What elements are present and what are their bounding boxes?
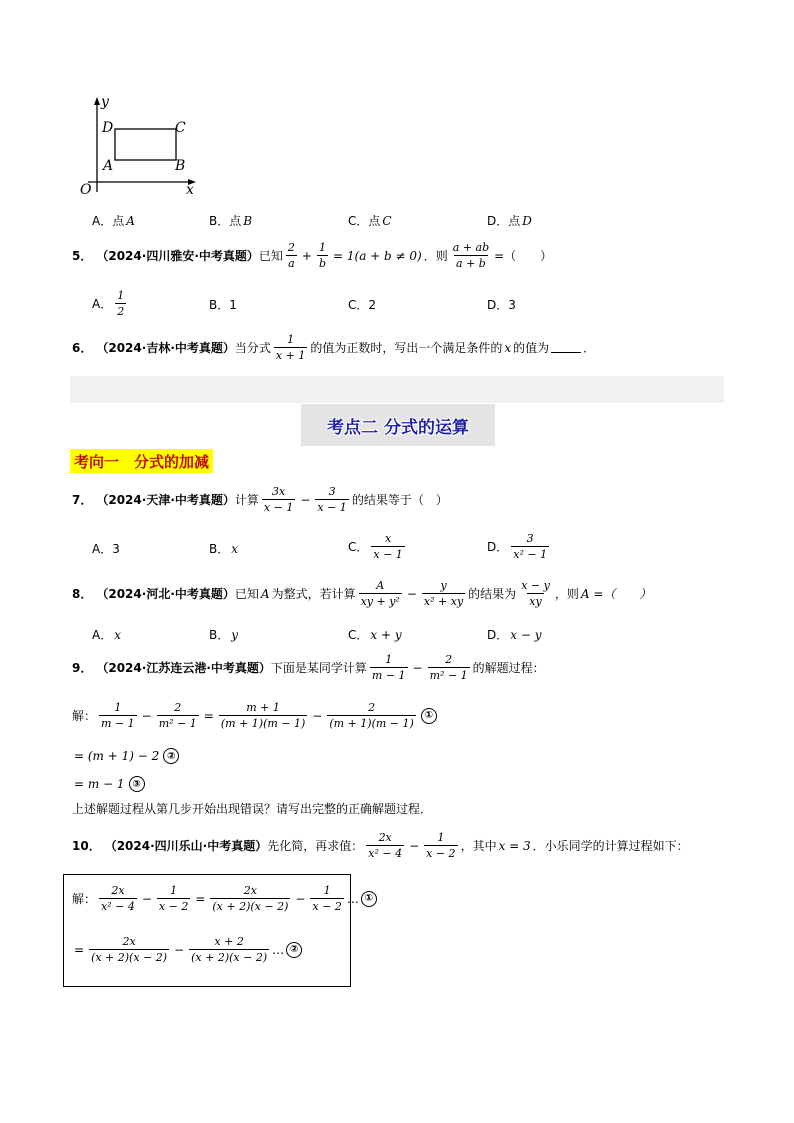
numerator: x + 2 bbox=[214, 935, 244, 948]
q10-box-line-2 bbox=[72, 934, 302, 965]
coordinate-figure bbox=[72, 92, 202, 198]
q5-option-c bbox=[348, 296, 376, 313]
option-letter: B． bbox=[209, 628, 230, 642]
option-value: A bbox=[126, 213, 135, 228]
condition: = 1(a + b ≠ 0) bbox=[333, 248, 422, 263]
question-text: ，则 bbox=[554, 587, 579, 601]
variable: x bbox=[504, 340, 512, 355]
denominator: x − 2 bbox=[426, 847, 456, 860]
numerator: 1 bbox=[323, 884, 331, 897]
denominator: xy bbox=[529, 595, 542, 608]
q8-option-a bbox=[92, 626, 123, 643]
denominator: xy + y² bbox=[360, 595, 400, 608]
denominator: x − 1 bbox=[317, 501, 347, 514]
question-text: 当分式 bbox=[234, 341, 271, 355]
question-number: 6． bbox=[72, 341, 93, 355]
denominator: b bbox=[318, 257, 327, 270]
expression: = (m + 1) − 2 bbox=[74, 749, 160, 763]
fraction bbox=[371, 531, 404, 562]
option-letter: B． bbox=[209, 298, 230, 312]
fraction bbox=[262, 484, 295, 515]
numerator: 2x bbox=[243, 884, 257, 897]
minus-sign: − bbox=[141, 708, 152, 723]
question-text: ．则 bbox=[423, 249, 448, 263]
numerator: 1 bbox=[318, 241, 326, 254]
minus-sign: − bbox=[141, 891, 152, 906]
denominator: x − 1 bbox=[263, 501, 294, 514]
variable: A bbox=[260, 586, 270, 601]
option-letter: A． bbox=[92, 628, 113, 642]
option-letter: A． bbox=[92, 542, 113, 556]
numerator: 2x bbox=[111, 884, 125, 897]
solution-label: 解： bbox=[72, 709, 97, 723]
question-text: 的值为 bbox=[513, 341, 550, 355]
fraction bbox=[317, 240, 328, 271]
denominator: (x + 2)(x − 2) bbox=[212, 900, 289, 913]
fraction bbox=[219, 700, 307, 731]
ellipsis: … bbox=[272, 942, 285, 957]
numerator: 2x bbox=[378, 831, 392, 844]
q4-option-a bbox=[92, 212, 137, 229]
q7-option-c bbox=[348, 531, 408, 562]
question-source: （2024·吉林·中考真题） bbox=[96, 341, 235, 355]
question-source: （2024·江苏连云港·中考真题） bbox=[96, 661, 271, 675]
q7-option-a bbox=[92, 540, 120, 557]
denominator: m − 1 bbox=[371, 669, 406, 682]
question-text: 为整式，若计算 bbox=[271, 587, 356, 601]
denominator: x² − 1 bbox=[513, 548, 548, 561]
y-axis-label: y bbox=[101, 94, 109, 110]
fraction bbox=[519, 578, 552, 609]
q5-option-a bbox=[92, 288, 129, 319]
numerator: a + ab bbox=[452, 241, 490, 254]
expression: = m − 1 bbox=[74, 777, 125, 791]
option-letter: D． bbox=[487, 628, 509, 642]
y-axis-arrow bbox=[94, 97, 100, 105]
option-value: x + y bbox=[370, 627, 402, 642]
plus-sign: + bbox=[301, 248, 312, 263]
option-letter: D． bbox=[487, 298, 509, 312]
denominator: x² − 4 bbox=[101, 900, 135, 913]
question-source: （2024·四川乐山·中考真题） bbox=[104, 839, 268, 853]
fraction bbox=[327, 700, 415, 731]
section-heading: 考点二 分式的运算 bbox=[301, 404, 495, 446]
numerator: 2x bbox=[122, 935, 136, 948]
option-letter: A． bbox=[92, 214, 113, 228]
numerator: m + 1 bbox=[246, 701, 280, 714]
step-marker: ② bbox=[163, 748, 179, 764]
x-axis-label: x bbox=[186, 182, 194, 198]
denominator: x − 1 bbox=[373, 548, 403, 561]
denominator: x + 1 bbox=[275, 349, 306, 362]
fraction bbox=[451, 240, 491, 271]
fraction bbox=[315, 484, 348, 515]
option-letter: C． bbox=[348, 628, 369, 642]
fraction bbox=[99, 700, 137, 731]
equals-sign: = bbox=[203, 708, 214, 723]
answer-blank bbox=[551, 342, 581, 353]
minus-sign: − bbox=[406, 586, 417, 601]
fraction bbox=[359, 578, 402, 609]
equals-sign: = bbox=[74, 942, 85, 957]
fraction bbox=[428, 652, 470, 683]
denominator: m² − 1 bbox=[429, 669, 468, 682]
numerator: 3x bbox=[272, 485, 286, 498]
option-value: 3 bbox=[508, 297, 516, 312]
step-marker: ② bbox=[286, 942, 302, 958]
option-value: x − y bbox=[510, 627, 542, 642]
fraction bbox=[99, 883, 137, 914]
option-value: 1 bbox=[229, 297, 237, 312]
option-prefix: 点 bbox=[112, 214, 125, 228]
step-marker: ① bbox=[421, 708, 437, 724]
step-marker: ① bbox=[361, 891, 377, 907]
question-source: （2024·四川雅安·中考真题） bbox=[96, 249, 259, 263]
fraction bbox=[286, 240, 297, 271]
option-prefix: 点 bbox=[508, 214, 521, 228]
q10-box-line-1 bbox=[72, 883, 377, 914]
minus-sign: − bbox=[295, 891, 306, 906]
question-number: 8． bbox=[72, 587, 93, 601]
denominator: m − 1 bbox=[101, 717, 135, 730]
question-6 bbox=[72, 332, 595, 363]
option-prefix: 点 bbox=[368, 214, 381, 228]
denominator: m² − 1 bbox=[158, 717, 197, 730]
question-text: ，其中 bbox=[460, 839, 497, 853]
numerator: 1 bbox=[114, 701, 122, 714]
minus-sign: − bbox=[409, 838, 420, 853]
minus-sign: − bbox=[312, 708, 323, 723]
option-value: C bbox=[382, 213, 392, 228]
denominator: a + b bbox=[456, 257, 486, 270]
question-text: 先化简，再求值： bbox=[267, 839, 364, 853]
condition: x = 3 bbox=[498, 838, 531, 853]
q9-solution-line-2 bbox=[72, 748, 179, 764]
fraction bbox=[422, 578, 465, 609]
question-source: （2024·河北·中考真题） bbox=[96, 587, 235, 601]
numerator: 3 bbox=[526, 532, 534, 545]
question-number: 9． bbox=[72, 661, 93, 675]
equals-sign: = bbox=[195, 891, 206, 906]
question-text: 的解题过程： bbox=[472, 661, 545, 675]
fraction bbox=[424, 830, 457, 861]
fraction bbox=[511, 531, 549, 562]
question-text: =（ ） bbox=[494, 249, 553, 263]
question-number: 10． bbox=[72, 839, 101, 853]
numerator: 1 bbox=[437, 831, 445, 844]
question-text: 的结果为 bbox=[468, 587, 517, 601]
denominator: x² + xy bbox=[423, 595, 464, 608]
origin-label: O bbox=[80, 182, 92, 198]
option-letter: B． bbox=[209, 542, 230, 556]
denominator: (m + 1)(m − 1) bbox=[220, 717, 306, 730]
denominator: (m + 1)(m − 1) bbox=[329, 717, 414, 730]
point-label-a: A bbox=[103, 158, 114, 174]
q9-solution-line-1 bbox=[72, 700, 437, 731]
fraction bbox=[89, 934, 169, 965]
q8-option-b bbox=[209, 626, 240, 643]
fraction bbox=[189, 934, 269, 965]
option-value: x bbox=[114, 627, 121, 642]
question-text: 下面是某同学计算 bbox=[270, 661, 367, 675]
question-number: 7． bbox=[72, 493, 93, 507]
point-label-d: D bbox=[102, 120, 114, 136]
denominator: x − 2 bbox=[312, 900, 342, 913]
option-value: y bbox=[231, 627, 239, 642]
minus-sign: − bbox=[174, 942, 185, 957]
ellipsis: … bbox=[346, 891, 359, 906]
option-letter: C． bbox=[348, 540, 369, 554]
point-label-b: B bbox=[175, 158, 186, 174]
numerator: 2 bbox=[287, 241, 295, 254]
q4-option-c bbox=[348, 212, 394, 229]
question-10 bbox=[72, 830, 689, 861]
option-letter: A． bbox=[92, 297, 113, 311]
q4-option-d bbox=[487, 212, 534, 229]
option-value: 3 bbox=[112, 541, 120, 556]
question-text: A =（ ） bbox=[580, 587, 652, 601]
question-number: 5． bbox=[72, 249, 93, 263]
question-9 bbox=[72, 652, 545, 683]
question-8 bbox=[72, 578, 653, 609]
numerator: 2 bbox=[368, 701, 376, 714]
q8-option-d bbox=[487, 626, 543, 643]
fraction bbox=[366, 830, 404, 861]
point-label-c: C bbox=[175, 120, 186, 136]
section-band bbox=[70, 376, 724, 403]
numerator: 1 bbox=[385, 653, 393, 666]
option-letter: C． bbox=[348, 298, 369, 312]
denominator: 2 bbox=[117, 305, 125, 318]
fraction bbox=[310, 883, 343, 914]
fraction bbox=[157, 700, 199, 731]
minus-sign: − bbox=[412, 660, 423, 675]
q9-question bbox=[72, 800, 432, 817]
numerator: A bbox=[376, 579, 385, 592]
question-source: （2024·天津·中考真题） bbox=[96, 493, 235, 507]
option-value: D bbox=[522, 213, 532, 228]
fraction bbox=[370, 652, 408, 683]
denominator: x − 2 bbox=[158, 900, 189, 913]
q9-solution-line-3 bbox=[72, 776, 145, 792]
solution-label: 解： bbox=[72, 892, 97, 906]
denominator: x² − 4 bbox=[368, 847, 403, 860]
fraction bbox=[274, 332, 307, 363]
step-marker: ③ bbox=[129, 776, 145, 792]
q5-option-d bbox=[487, 296, 516, 313]
fraction bbox=[210, 883, 290, 914]
option-prefix: 点 bbox=[229, 214, 242, 228]
numerator: 1 bbox=[287, 333, 295, 346]
numerator: x bbox=[384, 532, 392, 545]
option-letter: D． bbox=[487, 214, 509, 228]
option-value: x bbox=[231, 541, 239, 556]
option-letter: B． bbox=[209, 214, 230, 228]
option-value: 2 bbox=[368, 297, 377, 312]
q7-option-d bbox=[487, 531, 552, 562]
numerator: 1 bbox=[170, 884, 178, 897]
minus-sign: − bbox=[300, 492, 311, 507]
numerator: 2 bbox=[174, 701, 182, 714]
rectangle-abcd bbox=[115, 129, 176, 160]
q8-option-c bbox=[348, 626, 404, 643]
q7-option-b bbox=[209, 540, 240, 557]
question-text: 的值为正数时，写出一个满足条件的 bbox=[310, 341, 503, 355]
denominator: a bbox=[288, 257, 295, 270]
numerator: 3 bbox=[328, 485, 336, 498]
denominator: (x + 2)(x − 2) bbox=[91, 951, 168, 964]
question-5 bbox=[72, 240, 552, 271]
q4-option-b bbox=[209, 212, 254, 229]
option-letter: C． bbox=[348, 214, 369, 228]
fraction bbox=[157, 883, 190, 914]
question-7 bbox=[72, 484, 448, 515]
question-text: 的结果等于（ ） bbox=[351, 493, 448, 507]
option-letter: D． bbox=[487, 540, 509, 554]
numerator: x − y bbox=[521, 579, 550, 592]
q5-option-b bbox=[209, 296, 237, 313]
question-text: 上述解题过程从第几步开始出现错误？请写出完整的正确解题过程． bbox=[72, 802, 433, 816]
option-value: B bbox=[243, 213, 253, 228]
numerator: 1 bbox=[117, 289, 125, 302]
question-text: ． bbox=[583, 341, 596, 355]
sub-heading: 考向一 分式的加减 bbox=[70, 449, 213, 473]
fraction bbox=[115, 288, 126, 319]
denominator: (x + 2)(x − 2) bbox=[191, 951, 268, 964]
question-text: 已知 bbox=[234, 587, 259, 601]
question-text: 已知 bbox=[258, 249, 283, 263]
question-text: ．小乐同学的计算过程如下： bbox=[532, 839, 689, 853]
question-text: 计算 bbox=[234, 493, 259, 507]
numerator: 2 bbox=[445, 653, 453, 666]
numerator: y bbox=[440, 579, 447, 592]
